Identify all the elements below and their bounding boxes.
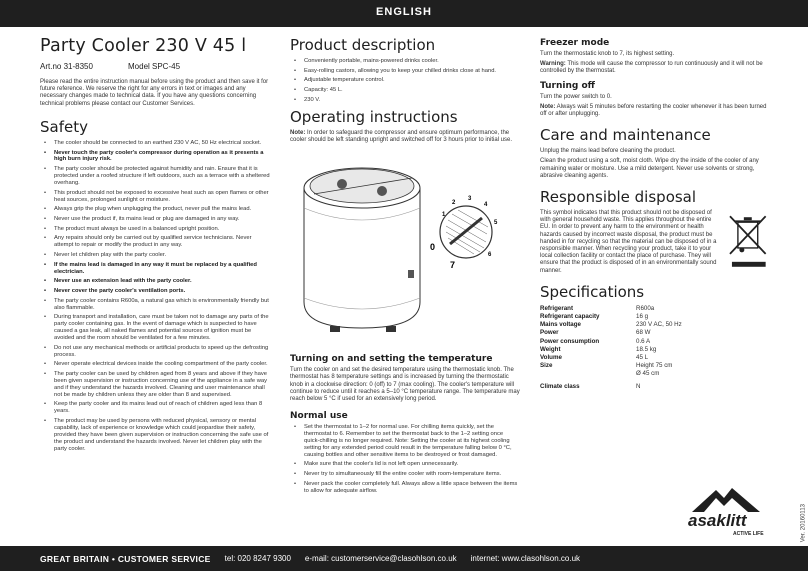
operating-heading: Operating instructions <box>290 107 458 126</box>
language-label: ENGLISH <box>376 6 432 18</box>
dial-label-6: 6 <box>488 252 492 259</box>
description-item: • Capacity: 45 L. <box>290 87 520 94</box>
brand-tagline: ACTIVE LIFE <box>733 531 764 537</box>
safety-item: • Never let children play with the party cooler. <box>40 252 272 259</box>
safety-item: • Never touch the party cooler's compressor during operation as it presents a high burn injury risk. <box>40 150 272 164</box>
safety-item: • Never operate electrical devices inside the cooling compartment of the party cooler. <box>40 361 272 368</box>
specifications-heading: Specifications <box>540 282 645 301</box>
footer-region: GREAT BRITAIN • CUSTOMER SERVICE <box>40 553 211 564</box>
dial-label-5: 5 <box>494 220 498 227</box>
description-list <box>290 58 520 104</box>
version-label: Ver. 20160113 <box>800 504 806 543</box>
top-bar <box>0 0 808 27</box>
description-item: • 230 V. <box>290 97 520 104</box>
column-left <box>40 36 272 455</box>
description-item: • Easy-rolling castors, allowing you to keep your chilled drinks close at hand. <box>290 68 520 75</box>
dial-label-7: 7 <box>450 260 456 271</box>
column-middle <box>290 36 520 497</box>
safety-item: • The party cooler can be used by children aged from 8 years and above if they have been given supervision or instruction concerning use of the appliance in a safe way and if they understand the hazards involved. Cleaning and user maintenance shall not be made by children unless they are older than 8 and supervised. <box>40 371 272 399</box>
disposal-block <box>540 210 772 275</box>
normal-use-item: • Never try to simultaneously fill the entire cooler with room-temperature items. <box>290 471 520 478</box>
spec-row: Size Height 75 cm <box>540 362 673 370</box>
dial-label-0: 0 <box>430 242 436 253</box>
spec-row: Power 68 W <box>540 329 651 337</box>
spec-row: Volume 45 L <box>540 354 649 362</box>
operating-note: Note: In order to safeguard the compressor and ensure optimum performance, the cooler should be left standing upright and switched off for 3 hours prior to initial use. <box>290 129 513 143</box>
turning-off-note: Note: Always wait 5 minutes before restarting the cooler whenever it has been turned off or after unplugging. <box>540 103 767 118</box>
lid-handle-icon <box>337 179 347 189</box>
safety-item: • Keep the party cooler and its mains lead out of reach of children aged less than 8 years. <box>40 401 272 415</box>
freezer-warning: Warning: This mode will cause the compressor to run continuously and it will not be controlled by the thermostat. <box>540 61 763 75</box>
turning-off-heading: Turning off <box>540 80 595 91</box>
freezer-text: Turn the thermostatic knob to 7, its highest setting. <box>540 51 675 57</box>
spec-row: Power consumption 0.6 A <box>540 337 651 345</box>
spec-row: Refrigerant R600a <box>540 304 655 312</box>
description-heading: Product description <box>290 36 436 54</box>
safety-item: • The product must always be used in a balanced upright position. <box>40 226 272 233</box>
dial-label-4: 4 <box>484 202 488 209</box>
footer-email: e-mail: customerservice@clasohlson.co.uk <box>304 554 457 563</box>
footer-internet: internet: www.clasohlson.co.uk <box>470 554 581 563</box>
safety-item: • Never use the product if, its mains lead or plug are damaged in any way. <box>40 216 272 223</box>
mountain-icon <box>686 482 766 538</box>
footer-tel: tel: 020 8247 9300 <box>224 554 291 563</box>
cooler-illustration <box>290 150 520 350</box>
crossed-bin-icon <box>726 212 772 272</box>
safety-item: • If the mains lead is damaged in any way it must be replaced by a qualified electrician. <box>40 262 272 276</box>
safety-item: • Any repairs should only be carried out by qualified service technicians. Never attempt to repair or modify the product in any way. <box>40 235 272 249</box>
care-heading: Care and maintenance <box>540 126 711 145</box>
safety-item: • This product should not be exposed to excessive heat such as open flames or other heat sources, prolonged sunlight or moisture. <box>40 190 272 204</box>
freezer-heading: Freezer mode <box>540 38 610 48</box>
specifications-table <box>540 305 772 391</box>
turning-on-text: Turn the cooler on and set the desired temperature using the thermostatic knob. The thermostat has 8 temperature settings and is increased by turning the thermostatic knob in a clockwise direction: 0 (off) to 7 (max cooling). The cooler's temperature will continue to reduce until it reaches a 5–10 °C temperature range. The temperature may reach below 5 °C if used for an extensively long period. <box>290 367 520 402</box>
care-line-1: Unplug the mains lead before cleaning the product. <box>540 148 676 155</box>
turning-on-heading: Turning on and setting the temperature <box>290 354 493 365</box>
description-item: • Adjustable temperature control. <box>290 77 520 84</box>
description-item: • Conveniently portable, mains-powered drinks cooler. <box>290 58 520 65</box>
spec-row: Refrigerant capacity 16 g <box>540 313 649 321</box>
safety-item: • Always grip the plug when unplugging the product, never pull the mains lead. <box>40 206 272 213</box>
intro-text: Please read the entire instruction manual before using the product and then save it for future reference. We reserve the right for any errors in text or images and any necessary changes made to technical data. If you have any questions concerning technical problems please contact our Customer Services. <box>40 79 269 107</box>
dial-label-3: 3 <box>468 196 472 203</box>
turning-off-text: Turn the power switch to 0. <box>540 93 612 100</box>
safety-item: • Never use an extension lead with the party cooler. <box>40 278 272 285</box>
safety-item: • Do not use any mechanical methods or artificial products to speed up the defrosting process. <box>40 345 272 359</box>
article-number: Art.no 31-8350 <box>40 62 93 71</box>
safety-item: • The product may be used by persons with reduced physical, sensory or mental capability, lack of experience or knowledge which could jeopardise their safety, provided they have been given supervision or instruction concerning the safe use of the product and understand the hazards involved. Never let children play with the party cooler. <box>40 418 272 453</box>
brand-logo <box>686 482 766 538</box>
spec-row: Climate class N <box>540 382 641 390</box>
disposal-text: This symbol indicates that this product should not be disposed of with general household waste. This applies throughout the entire EU. In order to prevent any harm to the environment or health hazards caused by incorrect waste disposal, the product must be handed in for recycling so that the material can be disposed of in a responsible manner. When recycling your product, take it to your local collection facility or contact the place of purchase. They will ensure that the product is disposed of in an environmentally sound manner. <box>540 210 717 274</box>
model-number: Model SPC-45 <box>128 62 181 71</box>
safety-item: • Never cover the party cooler's ventilation ports. <box>40 288 272 295</box>
safety-heading: Safety <box>40 117 88 136</box>
normal-use-item: • Make sure that the cooler's lid is not left open unnecessarily. <box>290 461 520 468</box>
disposal-heading: Responsible disposal <box>540 188 697 207</box>
safety-item: • During transport and installation, care must be taken not to damage any parts of the party cooler containing gas. In the event of damage which is suspected to have caused a gas leak, all naked flames and potential sources of ignition must be avoided and the room should be ventilated for a few minutes. <box>40 314 272 342</box>
safety-item: • The cooler should be connected to an earthed 230 V AC, 50 Hz electrical socket. <box>40 140 272 147</box>
dial-label-2: 2 <box>452 200 456 207</box>
normal-use-item: • Set the thermostat to 1–2 for normal use. For chilling items quickly, set the thermostat to 6. Remember to set the thermostat back to the 1–2 setting once quick-chilling is no longer required. Note: Setting the cooler at its highest cooling setting for any extended period could result in the temperature falling below 0 °C, causing bottles and other sensitive items to be destroyed or frost damaged. <box>290 424 520 459</box>
brand-name: asaklitt <box>688 511 747 530</box>
safety-list <box>40 140 272 453</box>
normal-use-item: • Never pack the cooler completely full. Always allow a little space between the items to allow for adequate airflow. <box>290 481 520 495</box>
safety-item: • The party cooler should be protected against humidity and rain. Ensure that it is protected under a roofed structure if left outdoors, such as a terrace with a sheltered overhang. <box>40 166 272 187</box>
safety-item: • The party cooler contains R600a, a natural gas which is environmentally friendly but also flammable. <box>40 298 272 312</box>
spec-row: Mains voltage 230 V AC, 50 Hz <box>540 321 682 329</box>
spec-row: Weight 18.5 kg <box>540 345 657 353</box>
column-right <box>540 36 772 391</box>
normal-use-list <box>290 424 520 495</box>
product-title: Party Cooler 230 V 45 l <box>40 36 247 56</box>
lid-handle-icon <box>377 186 387 196</box>
article-row <box>40 62 272 71</box>
dial-label-1: 1 <box>442 212 446 219</box>
cooler-drawing <box>290 150 520 350</box>
spec-row: Ø 45 cm <box>636 370 660 378</box>
bottom-bar <box>0 546 808 571</box>
care-line-2: Clean the product using a soft, moist cloth. Wipe dry the inside of the cooler of any remaining water or moisture. Use a mild detergent. Never use solvents or strong, abrasive cleaning agents. <box>540 158 759 179</box>
normal-use-heading: Normal use <box>290 411 348 422</box>
